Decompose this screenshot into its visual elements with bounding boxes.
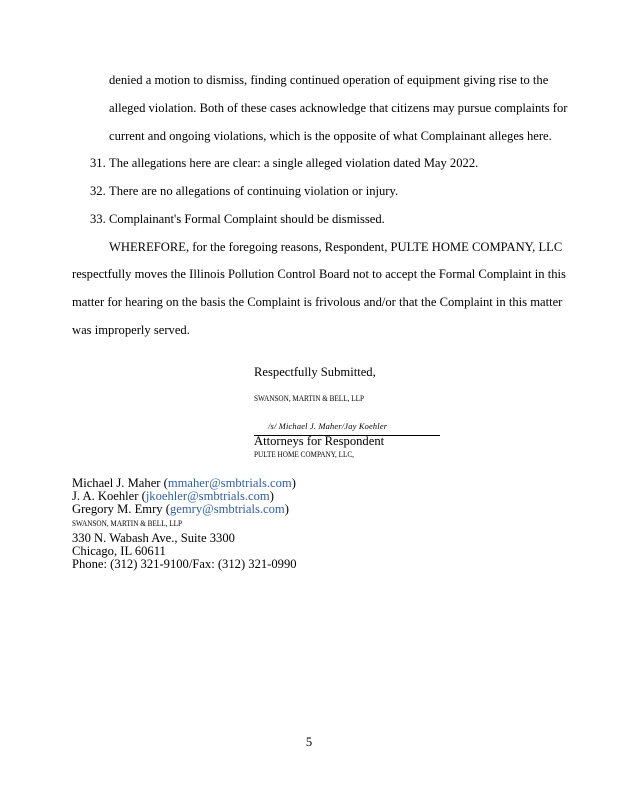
electronic-signature: /s/ Michael J. Maher/Jay Koehler [268,422,388,431]
email-link[interactable]: mmaher@smbtrials.com [167,476,292,490]
paragraph-number: 33. [90,212,106,226]
contact-firm: SWANSON, MARTIN & BELL, LLP [72,519,183,528]
wherefore-line: matter for hearing on the basis the Complaint is frivolous and/or that the Complaint in this matter [72,295,563,309]
attorney-name: Gregory M. Emry [72,502,163,516]
firm-name: SWANSON, MARTIN & BELL, LLP [254,394,365,403]
email-link[interactable]: jkoehler@smbtrials.com [145,489,270,503]
attorney-line: Gregory M. Emry (gemry@smbtrials.com) [72,502,289,516]
attorneys-role: Attorneys for Respondent [254,434,385,448]
paragraph-line: current and ongoing violations, which is the opposite of what Complainant alleges here. [109,129,552,143]
numbered-paragraph: Complainant's Formal Complaint should be dismissed. [109,212,385,226]
numbered-paragraph: The allegations here are clear: a single alleged violation dated May 2022. [109,156,479,170]
address-line: 330 N. Wabash Ave., Suite 3300 [72,531,235,545]
attorney-name: Michael J. Maher [72,476,161,490]
client-name: PULTE HOME COMPANY, LLC, [254,450,354,459]
numbered-paragraph: There are no allegations of continuing violation or injury. [109,184,399,198]
page-number: 5 [305,735,313,749]
phone-fax: Phone: (312) 321-9100/Fax: (312) 321-0990 [72,557,297,571]
paragraph-number: 32. [90,184,106,198]
wherefore-line: respectfully moves the Illinois Pollution Control Board not to accept the Formal Complaint in this [72,267,566,281]
wherefore-line: WHEREFORE, for the foregoing reasons, Respondent, PULTE HOME COMPANY, LLC [109,240,563,254]
email-link[interactable]: gemry@smbtrials.com [169,502,285,516]
wherefore-line: was improperly served. [72,323,190,337]
attorney-line: Michael J. Maher (mmaher@smbtrials.com) [72,476,296,490]
paragraph-number: 31. [90,156,106,170]
paragraph-line: denied a motion to dismiss, finding continued operation of equipment giving rise to the [109,73,549,87]
attorney-line: J. A. Koehler (jkoehler@smbtrials.com) [72,489,274,503]
attorney-name: J. A. Koehler [72,489,139,503]
address-line: Chicago, IL 60611 [72,544,166,558]
closing: Respectfully Submitted, [254,365,376,379]
paragraph-line: alleged violation. Both of these cases acknowledge that citizens may pursue complaints for [109,101,568,115]
